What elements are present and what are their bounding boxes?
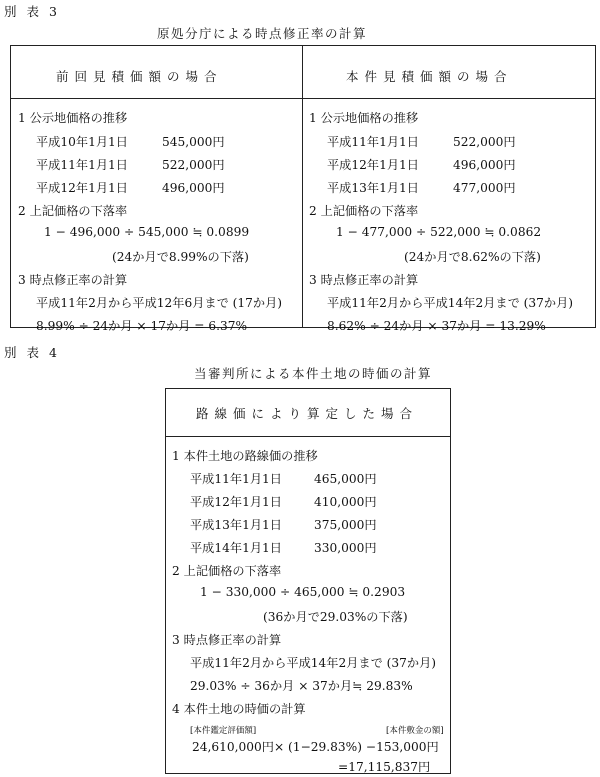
table4-result: =17,115,837円 bbox=[338, 760, 431, 774]
table3-left-item2: 2 上記価格の下落率 bbox=[18, 204, 128, 218]
table3-right-price-date: 平成11年1月1日 bbox=[327, 135, 419, 149]
table4-price-value: 375,000円 bbox=[314, 518, 377, 532]
table4-price-value: 465,000円 bbox=[314, 472, 377, 486]
table3-left-price-date: 平成10年1月1日 bbox=[36, 135, 128, 149]
table4-bracket-deposit: [本件敷金の額] bbox=[386, 726, 444, 736]
table4-header-divider bbox=[165, 436, 451, 437]
table4-header: 路線価により算定した場合 bbox=[196, 406, 419, 421]
table4-price-value: 410,000円 bbox=[314, 495, 377, 509]
table3-left-formula-note: (24か月で8.99%の下落) bbox=[112, 250, 249, 264]
table3-left-price-date: 平成11年1月1日 bbox=[36, 158, 128, 172]
table4-item2: 2 上記価格の下落率 bbox=[172, 564, 282, 578]
table3-right-price-date: 平成12年1月1日 bbox=[327, 158, 419, 172]
table4-price-date: 平成11年1月1日 bbox=[190, 472, 282, 486]
table3-right-price-value: 477,000円 bbox=[453, 181, 516, 195]
table3-left-header: 前回見積価額の場合 bbox=[56, 69, 223, 84]
table3-left-item3: 3 時点修正率の計算 bbox=[18, 273, 128, 287]
table3-header-divider bbox=[10, 98, 596, 99]
table3-right-formula: 1 − 477,000 ÷ 522,000 ≒ 0.0862 bbox=[336, 225, 542, 239]
table3-right-header: 本件見積価額の場合 bbox=[346, 69, 513, 84]
table4-formula-note: (36か月で29.03%の下落) bbox=[263, 610, 408, 624]
table3-label: 別 表 3 bbox=[4, 4, 60, 19]
table3-left-period: 平成11年2月から平成12年6月まで (17か月) bbox=[36, 296, 283, 310]
table4-price-date: 平成14年1月1日 bbox=[190, 541, 282, 555]
table3-right-item3: 3 時点修正率の計算 bbox=[309, 273, 419, 287]
table3-left-formula: 1 − 496,000 ÷ 545,000 ≒ 0.0899 bbox=[44, 225, 250, 239]
table4-formula: 1 − 330,000 ÷ 465,000 ≒ 0.2903 bbox=[200, 585, 406, 599]
table3-right-price-value: 496,000円 bbox=[453, 158, 516, 172]
table4-label: 別 表 4 bbox=[4, 345, 60, 360]
table4-calc-line: 24,610,000円× (1−29.83%) −153,000円 bbox=[192, 740, 439, 754]
table3-column-divider bbox=[302, 45, 303, 328]
table4-rate-calc: 29.03% ÷ 36か月 × 37か月≒ 29.83% bbox=[190, 679, 413, 693]
table3-right-price-value: 522,000円 bbox=[453, 135, 516, 149]
table4-price-value: 330,000円 bbox=[314, 541, 377, 555]
table4-item4: 4 本件土地の時価の計算 bbox=[172, 702, 306, 716]
table3-right-item1: 1 公示地価格の推移 bbox=[309, 111, 419, 125]
table3-right-formula-note: (24か月で8.62%の下落) bbox=[404, 250, 541, 264]
table4-period: 平成11年2月から平成14年2月まで (37か月) bbox=[190, 656, 437, 670]
table3-title: 原処分庁による時点修正率の計算 bbox=[157, 26, 368, 41]
table3-right-period: 平成11年2月から平成14年2月まで (37か月) bbox=[327, 296, 574, 310]
table3-left-price-value: 496,000円 bbox=[162, 181, 225, 195]
table4-bracket-appraisal: [本件鑑定評価額] bbox=[190, 726, 257, 736]
table3-left-rate-calc: 8.99% ÷ 24か月 × 17か月 = 6.37% bbox=[36, 319, 248, 333]
table3-left-price-value: 545,000円 bbox=[162, 135, 225, 149]
table4-price-date: 平成12年1月1日 bbox=[190, 495, 282, 509]
table4-item1: 1 本件土地の路線価の推移 bbox=[172, 449, 318, 463]
table3-right-price-date: 平成13年1月1日 bbox=[327, 181, 419, 195]
table4-item3: 3 時点修正率の計算 bbox=[172, 633, 282, 647]
table3-right-rate-calc: 8.62% ÷ 24か月 × 37か月 = 13.29% bbox=[327, 319, 546, 333]
table3-left-price-value: 522,000円 bbox=[162, 158, 225, 172]
table3-left-price-date: 平成12年1月1日 bbox=[36, 181, 128, 195]
table3-left-item1: 1 公示地価格の推移 bbox=[18, 111, 128, 125]
table4-price-date: 平成13年1月1日 bbox=[190, 518, 282, 532]
table4-title: 当審判所による本件土地の時価の計算 bbox=[194, 366, 433, 381]
table3-right-item2: 2 上記価格の下落率 bbox=[309, 204, 419, 218]
